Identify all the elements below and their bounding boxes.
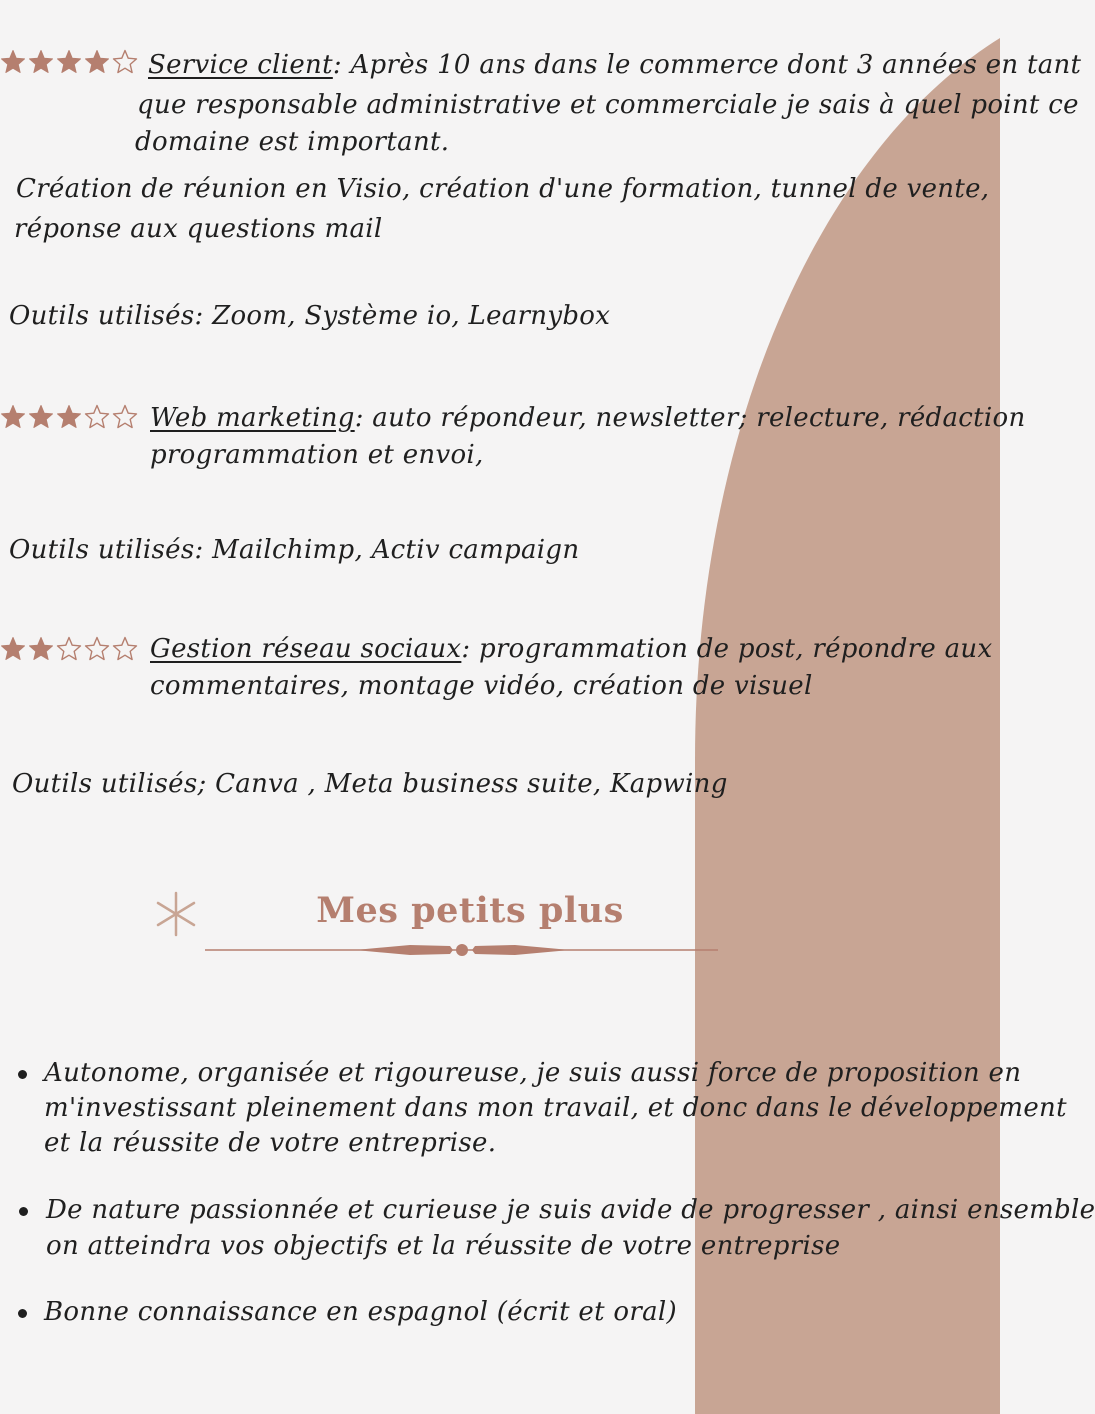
skill-web-marketing-desc-1: : auto répondeur, newsletter; relecture, rédaction [354, 403, 1026, 433]
bullet-dot [18, 1070, 27, 1079]
skill-social-media-desc-2: commentaires, montage vidéo, création de visuel [150, 671, 813, 701]
skill-service-client-tools: Outils utilisés: Zoom, Système io, Learnybox [9, 301, 611, 331]
skill-service-client-desc-3: domaine est important. [135, 127, 450, 157]
extras-item-1-line-3: et la réussite de votre entreprise. [44, 1128, 497, 1158]
star-filled-icon [28, 636, 54, 662]
star-filled-icon [28, 404, 54, 430]
star-filled-icon [84, 49, 110, 75]
extras-item-1-line-2: m'investissant pleinement dans mon travail, et donc dans le développement [44, 1093, 1067, 1123]
skill-web-marketing-desc-2: programmation et envoi, [150, 440, 484, 470]
extras-item-2-line-1: De nature passionnée et curieuse je suis avide de progresser , ainsi ensemble [46, 1195, 1095, 1225]
skill-service-client-line-1 [148, 46, 1081, 84]
extras-item-3-line-1: Bonne connaissance en espagnol (écrit et oral) [44, 1297, 677, 1327]
skill-service-client-desc-1: : Après 10 ans dans le commerce dont 3 années en tant [332, 50, 1082, 80]
star-filled-icon [56, 49, 82, 75]
skill-service-client-name: Service client [148, 50, 333, 80]
skill-service-client-detail-1: Création de réunion en Visio, création d'une formation, tunnel de vente, [16, 174, 990, 204]
title-divider [205, 939, 720, 961]
skill-social-media-desc-1: : programmation de post, répondre aux [461, 634, 993, 664]
skill-service-client-desc-2: que responsable administrative et commerciale je sais à quel point ce [137, 90, 1079, 120]
extras-item-2-line-2: on atteindra vos objectifs et la réussite de votre entreprise [46, 1231, 841, 1261]
star-outline-icon [112, 49, 138, 75]
rating-stars-web-marketing [0, 404, 138, 430]
rating-stars-service-client [0, 49, 138, 75]
star-filled-icon [0, 404, 26, 430]
rating-stars-social-media [0, 636, 138, 662]
bullet-dot [19, 1207, 28, 1216]
asterisk-icon [152, 890, 200, 938]
skill-social-media-line-1 [150, 630, 992, 668]
extras-item-1-line-1: Autonome, organisée et rigoureuse, je suis aussi force de proposition en [44, 1058, 1022, 1088]
star-filled-icon [28, 49, 54, 75]
star-outline-icon [84, 636, 110, 662]
bullet-dot [18, 1309, 27, 1318]
star-outline-icon [112, 404, 138, 430]
skill-web-marketing-line-1 [150, 399, 1026, 437]
skill-social-media-tools: Outils utilisés; Canva , Meta business suite, Kapwing [12, 769, 728, 799]
skill-web-marketing-name: Web marketing [150, 403, 355, 433]
section-title-extras: Mes petits plus [316, 890, 624, 931]
skill-social-media-name: Gestion réseau sociaux [150, 634, 462, 664]
star-outline-icon [56, 636, 82, 662]
star-outline-icon [84, 404, 110, 430]
star-filled-icon [0, 636, 26, 662]
star-filled-icon [0, 49, 26, 75]
star-filled-icon [56, 404, 82, 430]
skill-service-client-detail-2: réponse aux questions mail [14, 214, 383, 244]
star-outline-icon [112, 636, 138, 662]
skill-web-marketing-tools: Outils utilisés: Mailchimp, Activ campaign [9, 535, 580, 565]
